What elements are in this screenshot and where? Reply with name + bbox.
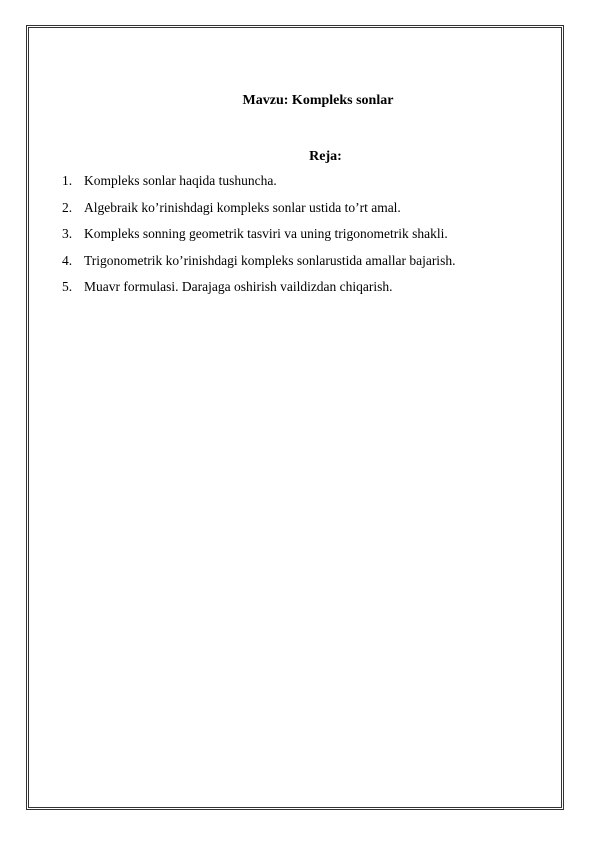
plan-item-2 [62, 199, 455, 226]
plan-item-1 [62, 172, 455, 199]
plan-item-number: 3. [62, 226, 73, 241]
plan-heading: Reja: [309, 149, 342, 164]
page-border [26, 25, 564, 810]
plan-item-number: 5. [62, 279, 73, 294]
page-title: Mavzu: Kompleks sonlar [242, 93, 394, 108]
plan-item-number: 2. [62, 199, 73, 215]
plan-item-5 [62, 278, 455, 305]
plan-item-text: Algebraik ko’rinishdagi kompleks sonlar ustida to’rt amal. [84, 199, 401, 215]
plan-item-4 [62, 252, 455, 279]
plan-item-number: 1. [62, 173, 73, 188]
plan-item-3 [62, 225, 455, 252]
plan-item-text: Kompleks sonning geometrik tasviri va uning trigonometrik shakli. [84, 226, 448, 241]
plan-item-number: 4. [62, 252, 73, 268]
plan-item-text: Muavr formulasi. Darajaga oshirish vaildizdan chiqarish. [84, 279, 393, 294]
plan-item-text: Kompleks sonlar haqida tushuncha. [84, 173, 277, 188]
plan-item-text: Trigonometrik ko’rinishdagi kompleks sonlarustida amallar bajarish. [84, 252, 456, 268]
plan-list [62, 172, 455, 305]
